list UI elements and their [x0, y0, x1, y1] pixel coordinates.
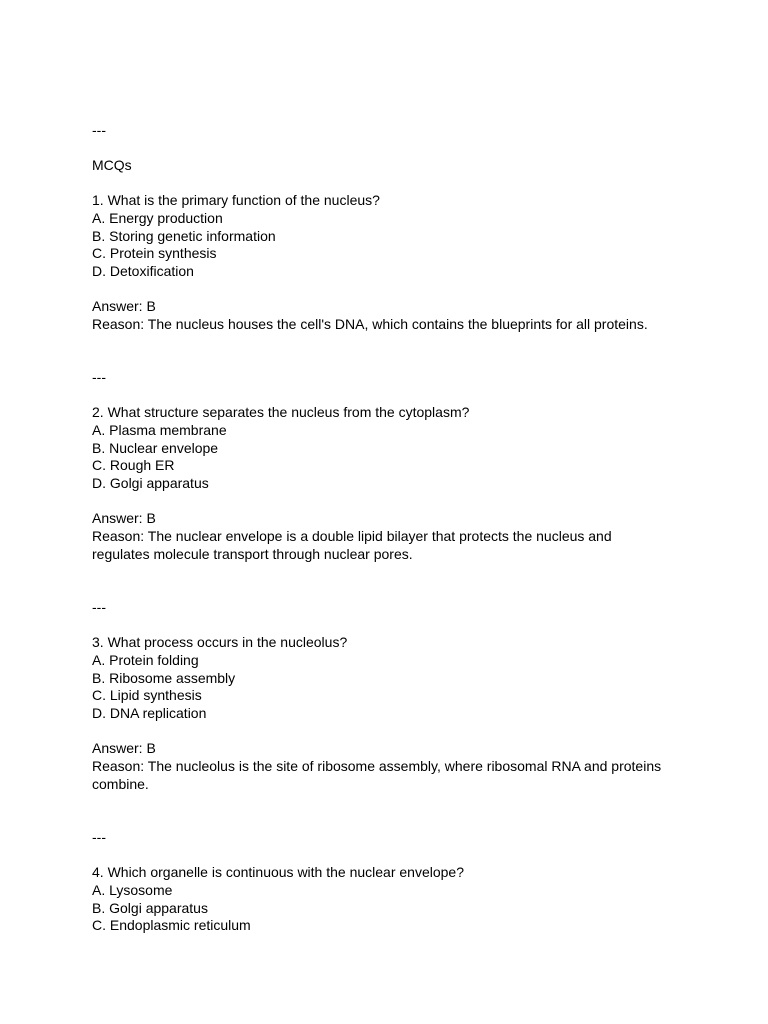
- option-b: B. Nuclear envelope: [92, 440, 219, 456]
- answer-text: Answer: B: [92, 298, 156, 314]
- divider-line: ---: [92, 829, 106, 845]
- reason-text: Reason: The nuclear envelope is a double lipid bilayer that protects the nucleus and: [92, 528, 612, 544]
- reason-text-continued: regulates molecule transport through nuclear pores.: [92, 546, 413, 562]
- option-a: A. Protein folding: [92, 652, 199, 668]
- question-text: 4. Which organelle is continuous with the nuclear envelope?: [92, 864, 465, 880]
- reason-text: Reason: The nucleolus is the site of ribosome assembly, where ribosomal RNA and proteins: [92, 758, 662, 774]
- answer-text: Answer: B: [92, 510, 156, 526]
- option-d: D. DNA replication: [92, 705, 207, 721]
- question-text: 3. What process occurs in the nucleolus?: [92, 634, 348, 650]
- question-text: 1. What is the primary function of the nucleus?: [92, 192, 380, 208]
- option-c: C. Endoplasmic reticulum: [92, 917, 251, 933]
- option-b: B. Golgi apparatus: [92, 900, 208, 916]
- option-d: D. Detoxification: [92, 263, 194, 279]
- option-a: A. Energy production: [92, 210, 223, 226]
- option-c: C. Lipid synthesis: [92, 687, 202, 703]
- page-heading: MCQs: [92, 157, 132, 173]
- reason-text: Reason: The nucleus houses the cell's DNA, which contains the blueprints for all proteins.: [92, 316, 648, 332]
- divider-line: ---: [92, 599, 106, 615]
- option-b: B. Storing genetic information: [92, 228, 276, 244]
- option-a: A. Plasma membrane: [92, 422, 227, 438]
- option-b: B. Ribosome assembly: [92, 670, 236, 686]
- option-a: A. Lysosome: [92, 882, 173, 898]
- option-c: C. Protein synthesis: [92, 245, 217, 261]
- question-text: 2. What structure separates the nucleus from the cytoplasm?: [92, 404, 470, 420]
- divider-line: ---: [92, 369, 106, 385]
- answer-text: Answer: B: [92, 740, 156, 756]
- reason-text-continued: combine.: [92, 776, 149, 792]
- option-d: D. Golgi apparatus: [92, 475, 209, 491]
- option-c: C. Rough ER: [92, 457, 175, 473]
- divider-line: ---: [92, 122, 106, 138]
